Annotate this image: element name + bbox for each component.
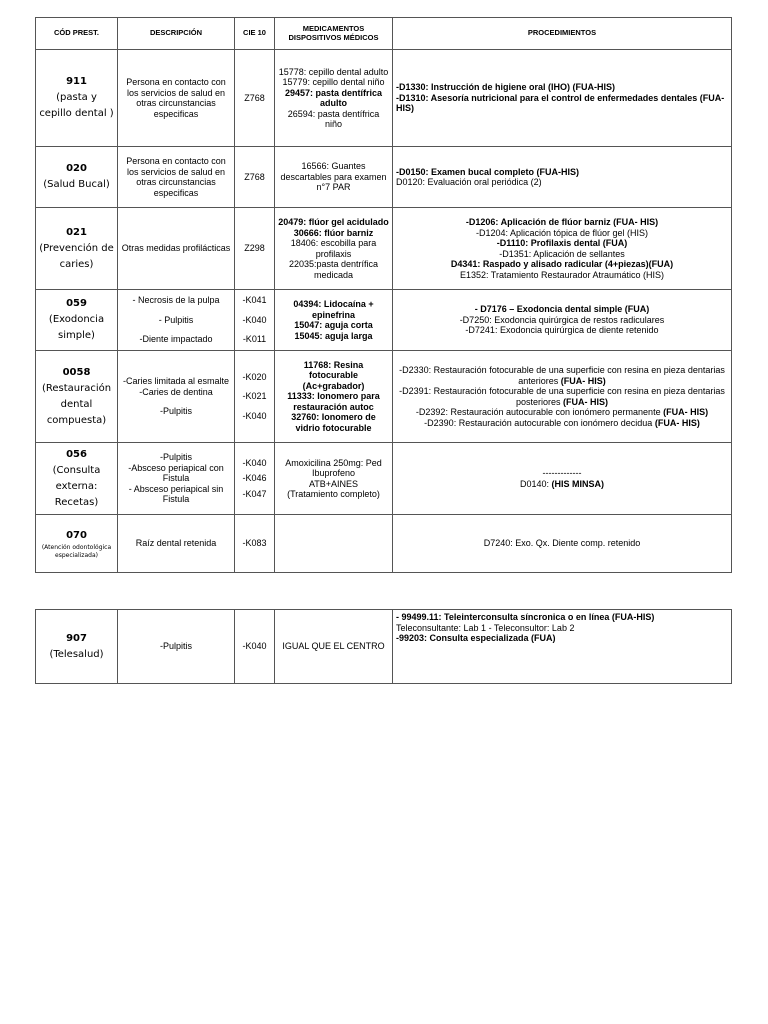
- header-cod: CÓD PREST.: [36, 18, 118, 50]
- med-item: ATB+AINES: [308, 478, 359, 489]
- meds-cell: [275, 351, 393, 443]
- proc-item: - 99499.11: Teleinterconsulta síncronica o en línea (FUA-HIS): [396, 612, 655, 622]
- descripcion-item: -Diente impactado: [139, 334, 213, 345]
- proc-item: -D1204: Aplicación tópica de flúor gel (HIS): [475, 227, 649, 238]
- procs-cell: [393, 208, 732, 290]
- proc-dashes: -------------: [542, 468, 582, 478]
- table-row: [36, 443, 732, 515]
- med-item: 15779: cepillo dental niño: [282, 77, 385, 87]
- cod-number: 056: [66, 448, 87, 460]
- cod-number: 070: [66, 529, 87, 541]
- descripcion-item: - Pulpitis: [158, 314, 194, 325]
- med-item: Ibuprofeno: [311, 468, 356, 478]
- cod-label: (Exodoncia simple): [48, 314, 105, 341]
- proc-item: -D1206: Aplicación de flúor barniz (FUA- HIS): [465, 217, 659, 227]
- meds-cell: [275, 443, 393, 515]
- cod-number: 021: [66, 226, 87, 238]
- descripcion-cell: [118, 351, 235, 443]
- proc-item: E1352: Tratamiento Restaurador Atraumático (HIS): [459, 269, 665, 280]
- cie-item: -K020: [242, 371, 267, 382]
- proc-item: D0140: (HIS MINSA): [519, 478, 605, 489]
- prestaciones-table: [35, 17, 732, 573]
- descripcion-item: -Pulpitis: [159, 452, 192, 463]
- med-item: 22035:pasta dentrífica medicada: [288, 259, 379, 280]
- proc-item: D0120: Evaluación oral periódica (2): [396, 177, 542, 187]
- cie-cell: [235, 290, 275, 351]
- cod-cell: [36, 351, 118, 443]
- descripcion-item: -Caries de dentina: [139, 386, 213, 397]
- table-row: [36, 208, 732, 290]
- med-item: 04394: Lidocaína + epinefrina: [293, 299, 374, 320]
- cod-cell: [36, 50, 118, 147]
- procs-cell: [393, 290, 732, 351]
- proc-item: -D2390: Restauración autocurable con ionómero decidua (FUA- HIS): [424, 417, 700, 428]
- table-row: [36, 147, 732, 208]
- cod-cell: [36, 208, 118, 290]
- proc-item: -D1110: Profilaxis dental (FUA): [496, 238, 628, 248]
- proc-item: -D2392: Restauración autocurable con ionómero permanente (FUA- HIS): [415, 407, 709, 417]
- med-item: 15778: cepillo dental adulto: [278, 66, 389, 77]
- cod-cell: [36, 147, 118, 208]
- cie-item: -K040: [242, 410, 267, 421]
- med-item: 20479: flúor gel acidulado: [278, 217, 389, 227]
- proc-item: -99203: Consulta especializada (FUA): [396, 633, 556, 643]
- cie-item: -K046: [242, 473, 267, 484]
- cod-label: (pasta y cepillo dental ): [39, 92, 114, 119]
- cod-label: (Consulta externa: Recetas): [52, 464, 101, 508]
- procs-cell: D7240: Exo. Qx. Diente comp. retenido: [393, 515, 732, 573]
- header-medicamentos: MEDICAMENTOS DISPOSITIVOS MÉDICOS: [275, 18, 393, 50]
- cod-cell: [36, 290, 118, 351]
- cie-cell: Z298: [235, 208, 275, 290]
- cod-cell: [36, 610, 118, 684]
- table-row: [36, 50, 732, 147]
- header-cie: CIE 10: [235, 18, 275, 50]
- proc-item: D4341: Raspado y alisado radicular (4+piezas)(FUA): [450, 259, 674, 269]
- descripcion-item: -Absceso periapical con Fistula: [128, 462, 224, 484]
- cie-item: -K041: [242, 295, 267, 306]
- descripcion-item: - Necrosis de la pulpa: [132, 295, 220, 306]
- med-item: (Tratamiento completo): [287, 489, 380, 499]
- proc-item: -D1351: Aplicación de sellantes: [499, 248, 625, 259]
- proc-item: Teleconsultante: Lab 1 - Teleconsultor: Lab 2: [396, 622, 575, 633]
- cie-item: -K047: [242, 488, 267, 499]
- proc-item: -D7241: Exodoncia quirúrgica de diente retenido: [465, 325, 659, 336]
- cod-label: (Prevención de caries): [39, 242, 114, 270]
- descripcion-cell: -Pulpitis: [118, 610, 235, 684]
- cie-cell: Z768: [235, 50, 275, 147]
- med-item: 11768: Resina fotocurable (Ac+grabador): [302, 359, 365, 391]
- meds-cell: [275, 208, 393, 290]
- proc-item: -D1330: Instrucción de higiene oral (IHO) (FUA-HIS): [396, 82, 616, 93]
- cod-label: (Salud Bucal): [43, 179, 110, 190]
- meds-cell: IGUAL QUE EL CENTRO: [275, 610, 393, 684]
- cod-number: 0058: [62, 366, 91, 378]
- descripcion-cell: [118, 290, 235, 351]
- cod-label: (Atención odontológica especializada): [41, 543, 112, 559]
- cod-cell: [36, 515, 118, 573]
- cod-cell: [36, 443, 118, 515]
- cie-cell: [235, 351, 275, 443]
- meds-cell: [275, 50, 393, 147]
- descripcion-cell: Persona en contacto con los servicios de salud en otras circunstancias especificas: [118, 50, 235, 147]
- cie-cell: Z768: [235, 147, 275, 208]
- meds-cell: 16566: Guantes descartables para examen n°7 PAR: [275, 147, 393, 208]
- med-item: 29457: pasta dentífrica adulto: [284, 87, 383, 108]
- descripcion-cell: Raíz dental retenida: [118, 515, 235, 573]
- proc-item: -D7250: Exodoncia quirúrgica de restos radiculares: [459, 314, 665, 325]
- cod-label: (Restauración dental compuesta): [41, 382, 112, 426]
- cod-number: 911: [66, 76, 87, 87]
- proc-item: -D2330: Restauración fotocurable de una superficie con resina en pieza dentarias anteriores (FUA- HIS): [399, 365, 725, 386]
- cie-item: -K011: [242, 334, 267, 345]
- proc-item: -D1310: Asesoría nutricional para el control de enfermedades dentales (FUA-HIS): [396, 92, 725, 114]
- cie-item: -K021: [242, 391, 267, 402]
- cod-number: 059: [66, 298, 87, 309]
- procs-cell: [393, 50, 732, 147]
- descripcion-cell: Persona en contacto con los servicios de salud en otras circunstancias especificas: [118, 147, 235, 208]
- descripcion-cell: Otras medidas profilácticas: [118, 208, 235, 290]
- cod-number: 907: [66, 632, 87, 644]
- cie-item: -K040: [242, 314, 267, 325]
- header-row: [36, 18, 732, 50]
- med-item: 11333: Ionomero para restauración autoc: [287, 391, 380, 412]
- cod-number: 020: [66, 163, 87, 174]
- med-item: Amoxicilina 250mg: Ped: [285, 457, 382, 468]
- procs-cell: [393, 443, 732, 515]
- cod-label: (Telesalud): [49, 648, 104, 660]
- proc-item: -D0150: Examen bucal completo (FUA-HIS): [396, 166, 580, 177]
- med-item: 15045: aguja larga: [294, 330, 373, 341]
- procs-cell: [393, 147, 732, 208]
- telesalud-table: [35, 609, 732, 684]
- procs-cell: [393, 610, 732, 684]
- cie-cell: -K083: [235, 515, 275, 573]
- descripcion-item: -Pulpitis: [159, 406, 192, 417]
- table-row: [36, 351, 732, 443]
- header-descripcion: DESCRIPCIÓN: [118, 18, 235, 50]
- meds-cell: [275, 515, 393, 573]
- cie-cell: [235, 443, 275, 515]
- med-item: 30666: flúor barniz: [293, 227, 374, 238]
- descripcion-cell: [118, 443, 235, 515]
- table-row: [36, 610, 732, 684]
- table-row: [36, 515, 732, 573]
- table-row: [36, 290, 732, 351]
- cie-item: -K040: [242, 457, 267, 468]
- descripcion-item: -Caries limitada al esmalte: [122, 376, 230, 387]
- med-item: 15047: aguja corta: [294, 320, 373, 330]
- meds-cell: [275, 290, 393, 351]
- header-procedimientos: PROCEDIMIENTOS: [393, 18, 732, 50]
- cie-cell: -K040: [235, 610, 275, 684]
- med-item: 18406: escobilla para profilaxis: [290, 238, 377, 259]
- med-item: 26594: pasta dentífrica niño: [287, 108, 380, 129]
- descripcion-item: - Absceso periapical sin Fistula: [128, 483, 224, 505]
- proc-item: -D2391: Restauración fotocurable de una superficie con resina en pieza dentarias posteriores (FUA- HIS): [399, 386, 725, 407]
- procs-cell: [393, 351, 732, 443]
- proc-item: - D7176 – Exodoncia dental simple (FUA): [474, 304, 650, 315]
- med-item: 32760: Ionomero de vidrio fotocurable: [291, 412, 376, 433]
